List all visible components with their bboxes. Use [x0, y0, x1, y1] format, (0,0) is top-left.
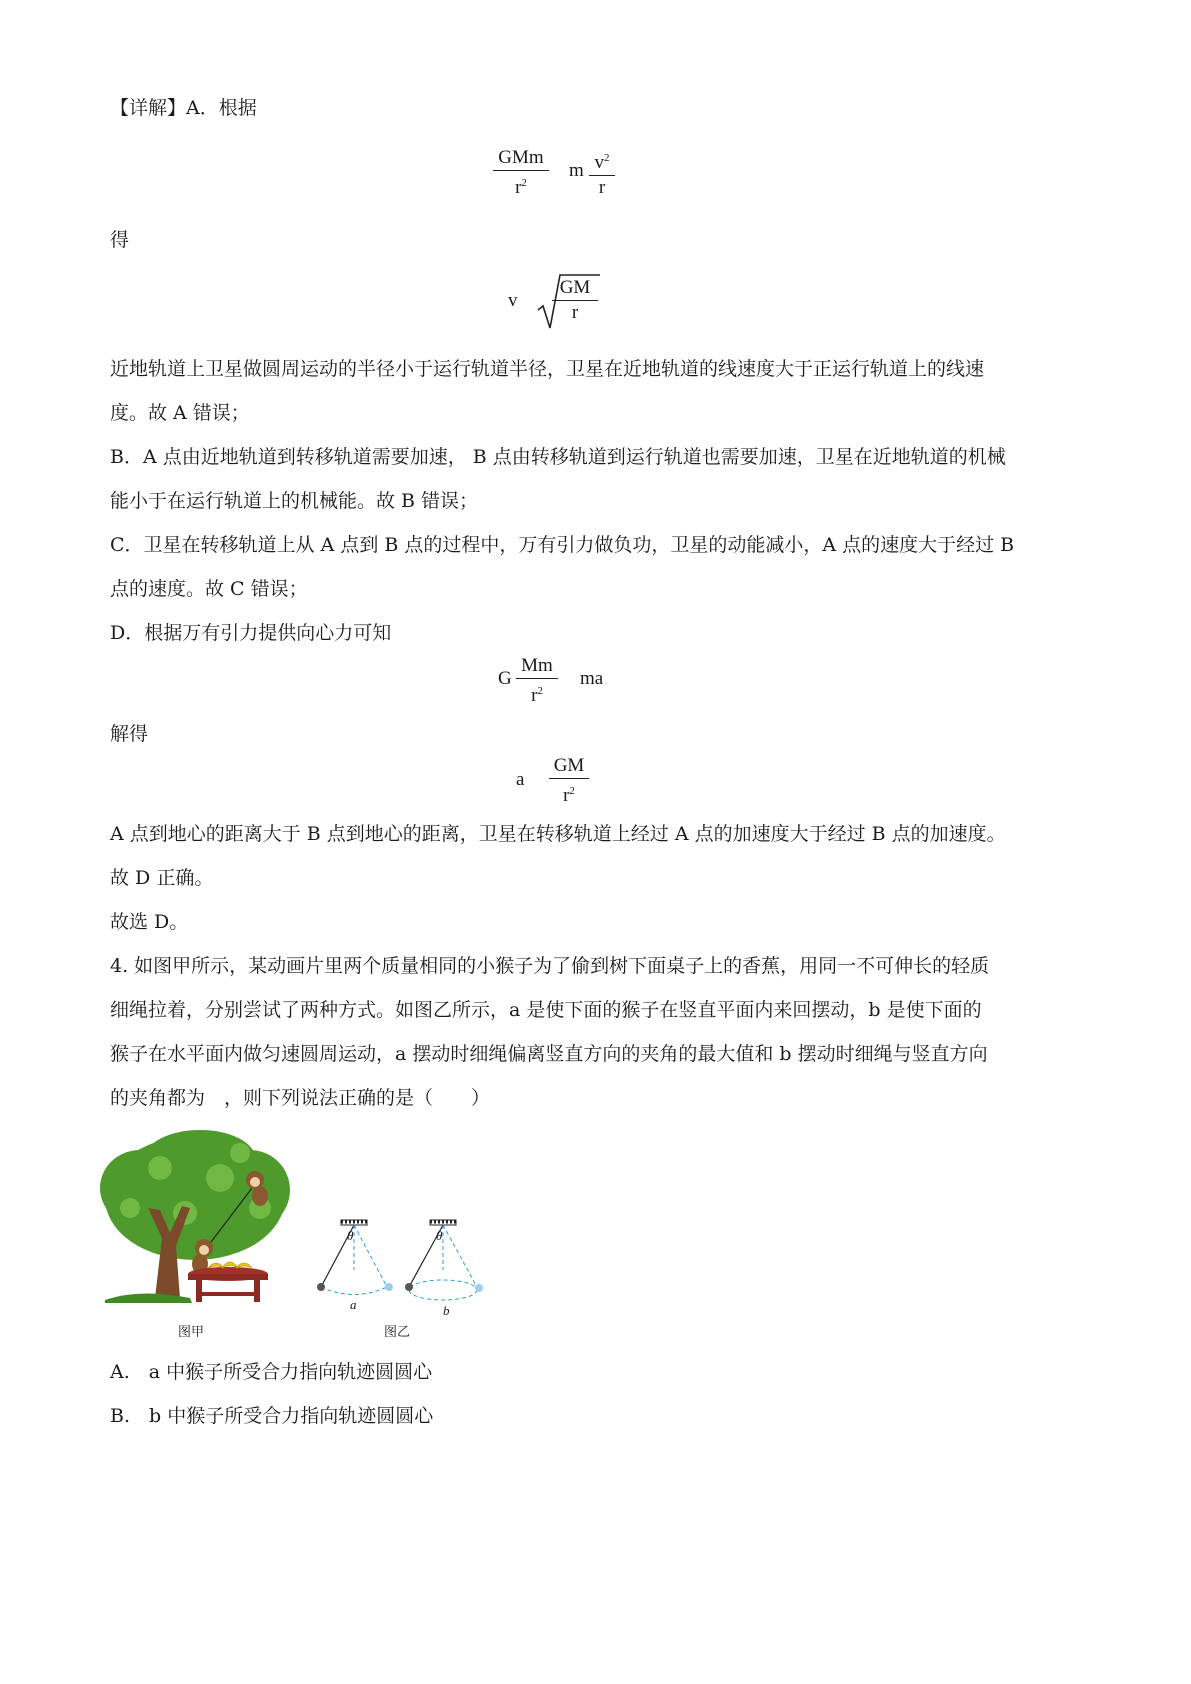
eq1-numerator-right: $v^2$	[594, 152, 610, 173]
eq2-denominator: r	[571, 302, 579, 323]
question-line1: 4. 如图甲所示，某动画片里两个质量相同的小猴子为了偷到树下面桌子上的香蕉，用同一不可伸长的轻质	[110, 955, 990, 977]
para-c-line1: C．卫星在转移轨道上从 A 点到 B 点的过程中，万有引力做负功，卫星的动能减小，A 点的速度大于经过 B	[110, 534, 1015, 556]
para-b-line2: 能小于在运行轨道上的机械能。故 B 错误；	[110, 490, 479, 512]
option-b: B. b 中猴子所受合力指向轨迹圆圆心	[110, 1405, 434, 1427]
eq3-denominator: $r^2$	[531, 685, 543, 706]
eq4-fraction	[549, 754, 589, 808]
para-d-line1: D．根据万有引力提供向心力可知	[110, 622, 392, 644]
eq1-fraction-left	[493, 146, 549, 200]
label-a: a	[350, 1297, 357, 1312]
detail-heading: 【详解】A．根据	[110, 97, 257, 119]
eq1-numerator: GMm	[498, 147, 544, 168]
question-line2: 细绳拉着，分别尝试了两种方式。如图乙所示，a 是使下面的猴子在竖直平面内来回摆动，b 是使下面的	[110, 999, 982, 1021]
eq2-lhs: v	[508, 290, 518, 311]
para-c-line2: 点的速度。故 C 错误；	[110, 578, 308, 600]
eq3-lhs: G	[498, 668, 512, 689]
eq4-lhs: a	[516, 769, 525, 790]
para-a-line2: 度。故 A 错误；	[110, 402, 250, 424]
eq1-fraction-right	[589, 146, 615, 200]
text-jiede: 解得	[110, 723, 149, 745]
table-icon	[188, 1267, 268, 1302]
eq4-numerator: GM	[553, 755, 585, 776]
theta-label-a: θ	[347, 1228, 354, 1243]
para-d-line3: 故 D 正确。	[110, 867, 214, 889]
figure-jia-illustration	[100, 1128, 300, 1308]
para-a-line1: 近地轨道上卫星做圆周运动的半径小于运行轨道半径，卫星在近地轨道的线速度大于正运行轨道上的线速	[110, 358, 985, 380]
caption-figure-yi: 图乙	[384, 1325, 411, 1340]
figure-yi-diagram	[305, 1210, 515, 1320]
eq3-fraction	[516, 654, 558, 708]
label-b: b	[443, 1303, 450, 1318]
eq3-numerator: Mm	[521, 655, 553, 676]
eq4-denominator: $r^2$	[563, 785, 575, 806]
eq1-mass: m	[569, 160, 584, 181]
eq1-denominator-right: r	[598, 177, 606, 198]
eq3-rhs: ma	[580, 668, 604, 689]
eq1-denominator: $r^2$	[515, 177, 527, 198]
eq2-fraction	[552, 276, 598, 325]
question-line3: 猴子在水平面内做匀速圆周运动，a 摆动时细绳偏离竖直方向的夹角的最大值和 b 摆动时细绳与竖直方向	[110, 1043, 988, 1065]
text-choose: 故选 D。	[110, 911, 189, 933]
theta-label-b: θ	[436, 1228, 443, 1243]
caption-figure-jia: 图甲	[178, 1325, 205, 1340]
pendulum-a	[317, 1220, 393, 1295]
pendulum-b	[405, 1220, 483, 1300]
question-line4: 的夹角都为 ，则下列说法正确的是（ ）	[110, 1087, 491, 1109]
para-d-line2: A 点到地心的距离大于 B 点到地心的距离，卫星在转移轨道上经过 A 点的加速度大于经过 B 点的加速度。	[110, 823, 1006, 845]
eq2-numerator: GM	[559, 277, 591, 298]
option-a: A. a 中猴子所受合力指向轨迹圆圆心	[110, 1361, 433, 1383]
para-b-line1: B．A 点由近地轨道到转移轨道需要加速， B 点由转移轨道到运行轨道也需要加速，卫星在近地轨道的机械	[110, 446, 1006, 468]
text-de: 得	[110, 229, 130, 251]
